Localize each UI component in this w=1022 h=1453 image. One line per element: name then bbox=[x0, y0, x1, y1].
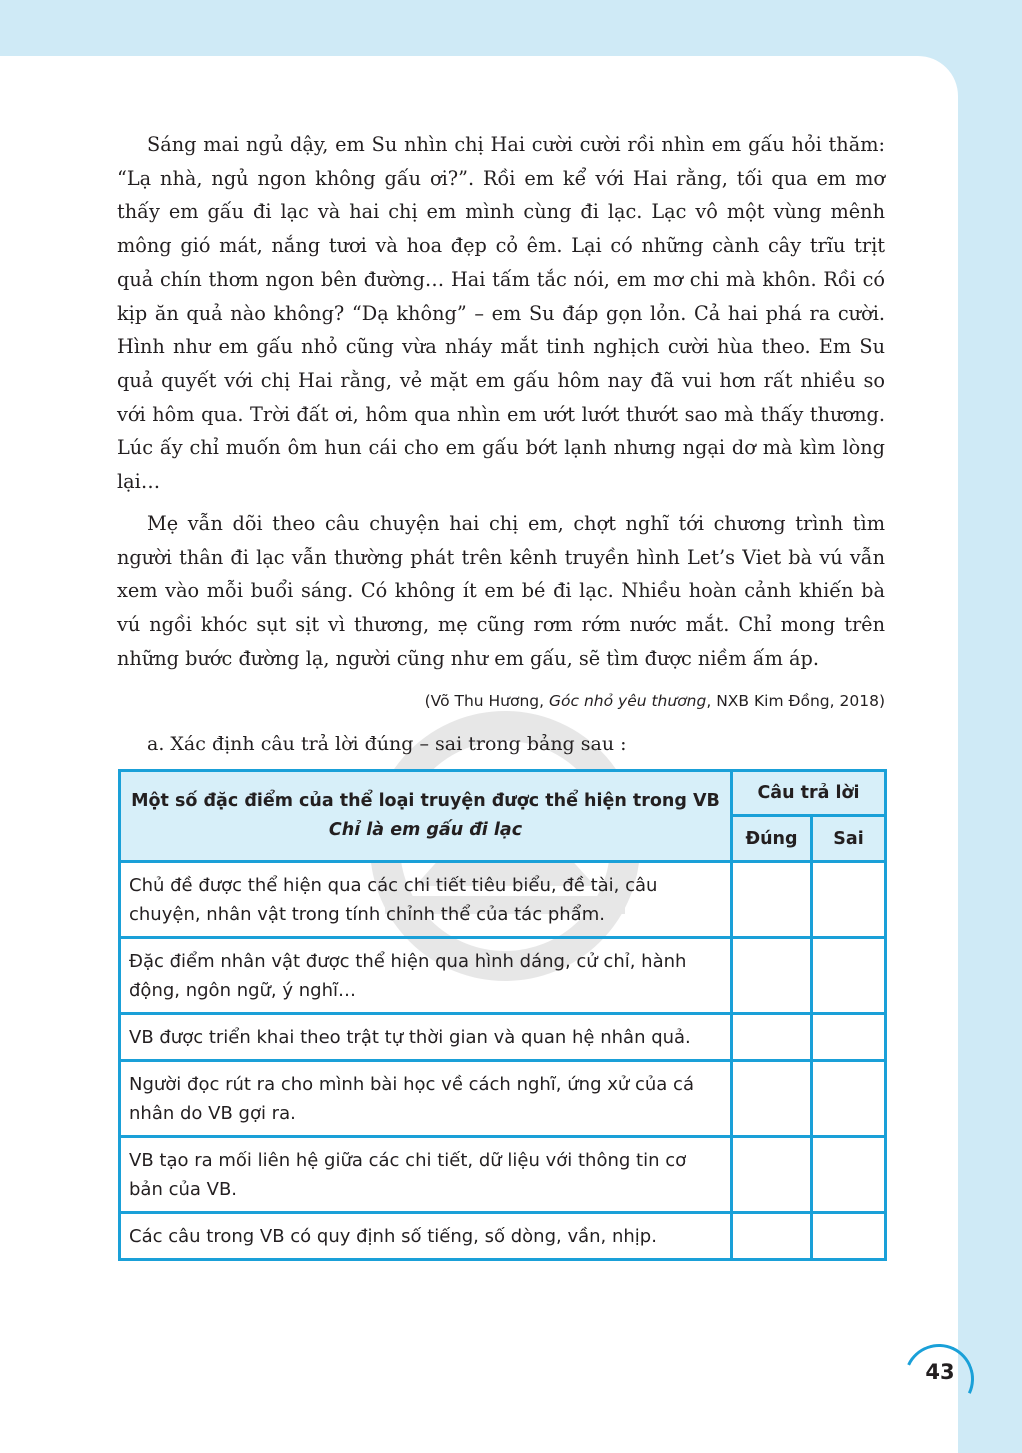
true-answer-cell[interactable] bbox=[732, 1137, 812, 1213]
true-answer-cell[interactable] bbox=[732, 1213, 812, 1260]
table-row bbox=[120, 1137, 886, 1213]
table-row bbox=[120, 1061, 886, 1137]
true-false-table bbox=[118, 769, 887, 1261]
table-row bbox=[120, 1213, 886, 1260]
header-work-title: Chỉ là em gấu đi lạc bbox=[328, 820, 523, 840]
feature-statement: VB tạo ra mối liên hệ giữa các chi tiết, dữ liệu với thông tin cơ bản của VB. bbox=[120, 1137, 732, 1213]
page-number: 43 bbox=[925, 1360, 955, 1384]
feature-column-header bbox=[120, 771, 732, 862]
table-row bbox=[120, 938, 886, 1014]
header-prefix: Một số đặc điểm của thể loại truyện được thể hiện trong VB bbox=[131, 791, 720, 811]
false-column-header: Sai bbox=[812, 816, 886, 862]
story-paragraph-2: Mẹ vẫn dõi theo câu chuyện hai chị em, chợt nghĩ tới chương trình tìm người thân đi lạc vẫn thường phát trên kênh truyền hình Let’s Viet bà vú vẫn xem vào mỗi buổi sáng. Có không ít em bé đi lạc. Nhiều hoàn cảnh khiến bà vú ngồi khóc sụt sịt vì thương, mẹ cũng rơm rớm nước mắt. Chỉ mong trên những bước đường lạ, người cũng như em gấu, sẽ tìm được niềm ấm áp. bbox=[117, 512, 885, 670]
citation-suffix: , NXB Kim Đồng, 2018) bbox=[706, 692, 885, 710]
false-answer-cell[interactable] bbox=[812, 1061, 886, 1137]
feature-statement: Đặc điểm nhân vật được thể hiện qua hình dáng, cử chỉ, hành động, ngôn ngữ, ý nghĩ… bbox=[120, 938, 732, 1014]
false-answer-cell[interactable] bbox=[812, 1137, 886, 1213]
false-answer-cell[interactable] bbox=[812, 1213, 886, 1260]
citation-prefix: (Võ Thu Hương, bbox=[424, 692, 550, 710]
feature-statement: Các câu trong VB có quy định số tiếng, số dòng, vần, nhịp. bbox=[120, 1213, 732, 1260]
true-answer-cell[interactable] bbox=[732, 1014, 812, 1061]
table-row bbox=[120, 862, 886, 938]
question-prompt: a. Xác định câu trả lời đúng – sai trong bảng sau : bbox=[147, 733, 627, 755]
source-citation bbox=[425, 692, 885, 710]
feature-statement: Chủ đề được thể hiện qua các chi tiết tiêu biểu, đề tài, câu chuyện, nhân vật trong tính chỉnh thể của tác phẩm. bbox=[120, 862, 732, 938]
false-answer-cell[interactable] bbox=[812, 1014, 886, 1061]
true-column-header: Đúng bbox=[732, 816, 812, 862]
answer-column-header: Câu trả lời bbox=[732, 771, 886, 816]
feature-statement: Người đọc rút ra cho mình bài học về cách nghĩ, ứng xử của cá nhân do VB gợi ra. bbox=[120, 1061, 732, 1137]
false-answer-cell[interactable] bbox=[812, 938, 886, 1014]
false-answer-cell[interactable] bbox=[812, 862, 886, 938]
story-paragraph-1: Sáng mai ngủ dậy, em Su nhìn chị Hai cười cười rồi nhìn em gấu hỏi thăm: “Lạ nhà, ngủ ngon không gấu ơi?”. Rồi em kể với Hai rằng, tối qua em mơ thấy em gấu đi lạc và hai chị em mình cùng đi lạc. Lạc vô một vùng mênh mông gió mát, nắng tươi và hoa đẹp cỏ êm. Lại có những cành cây trĩu trịt quả chín thơm ngon bên đường… Hai tấm tắc nói, em mơ chi mà khôn. Rồi có kịp ăn quả nào không? “Dạ không” – em Su đáp gọn lỏn. Cả hai phá ra cười. Hình như em gấu nhỏ cũng vừa nháy mắt tinh nghịch cười hùa theo. Em Su quả quyết với chị Hai rằng, vẻ mặt em gấu hôm nay đã vui hơn rất nhiều so với hôm qua. Trời đất ơi, hôm qua nhìn em ướt lướt thướt sao mà thấy thương. Lúc ấy chỉ muốn ôm hun cái cho em gấu bớt lạnh nhưng ngại dơ mà kìm lòng lại… bbox=[117, 133, 885, 494]
table-row bbox=[120, 1014, 886, 1061]
feature-statement: VB được triển khai theo trật tự thời gian và quan hệ nhân quả. bbox=[120, 1014, 732, 1061]
true-answer-cell[interactable] bbox=[732, 1061, 812, 1137]
citation-book-title: Góc nhỏ yêu thương bbox=[549, 692, 707, 710]
true-answer-cell[interactable] bbox=[732, 938, 812, 1014]
true-answer-cell[interactable] bbox=[732, 862, 812, 938]
